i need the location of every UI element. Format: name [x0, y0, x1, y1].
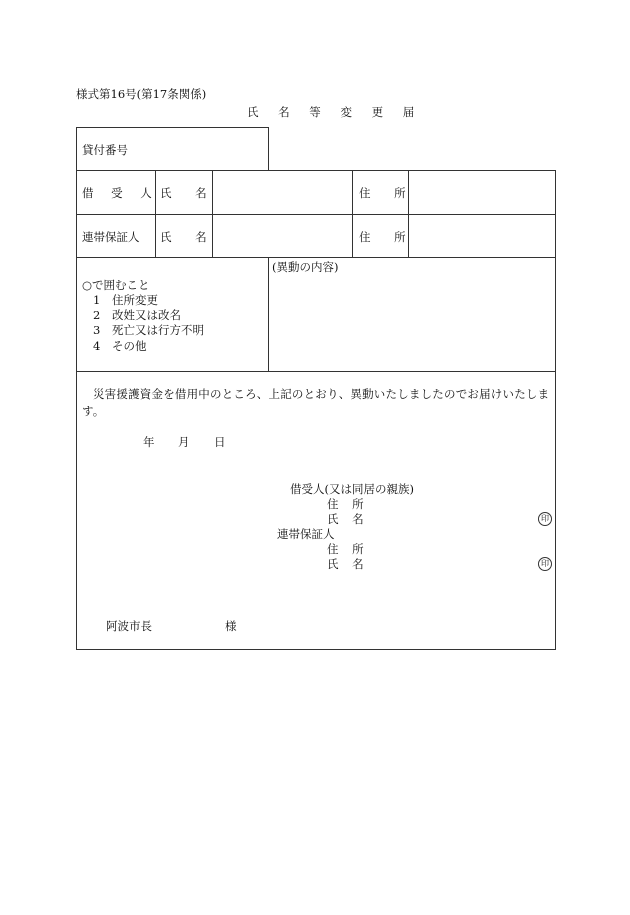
change-item-other: 4 その他	[93, 339, 147, 353]
borrower-seal-mark: 印	[538, 512, 552, 526]
borrower-signature-address: 住 所	[327, 497, 364, 511]
guarantor-signature-heading: 連帯保証人	[277, 527, 335, 541]
guarantor-label: 連帯保証人	[82, 230, 140, 244]
loan-number-label: 貸付番号	[82, 143, 128, 157]
guarantor-signature-address: 住 所	[327, 542, 364, 556]
change-item-death: 3 死亡又は行方不明	[93, 323, 204, 337]
circle-instruction: ○で囲むこと	[82, 278, 150, 292]
form-number: 様式第16号(第17条関係)	[76, 87, 207, 101]
borrower-signature-name: 氏 名	[327, 512, 364, 526]
borrower-address-label: 住 所	[359, 186, 406, 200]
borrower-label: 借 受 人	[82, 186, 155, 200]
borrower-signature-heading: 借受人(又は同居の親族)	[290, 482, 414, 496]
guarantor-signature-name: 氏 名	[327, 557, 364, 571]
guarantor-seal-mark: 印	[538, 557, 552, 571]
change-content-label: (異動の内容)	[272, 260, 339, 274]
change-item-address: 1 住所変更	[93, 293, 158, 307]
borrower-name-label: 氏 名	[160, 186, 207, 200]
guarantor-address-label: 住 所	[359, 230, 406, 244]
addressee-honorific: 様	[225, 619, 237, 633]
date-year: 年	[143, 435, 155, 449]
addressee: 阿波市長	[106, 619, 152, 633]
change-item-name: 2 改姓又は改名	[93, 308, 181, 322]
date-day: 日	[214, 435, 226, 449]
declaration-text: 災害援護資金を借用中のところ、上記のとおり、異動いたしましたのでお届けいたします。	[82, 387, 550, 418]
page-title: 氏 名 等 変 更 届	[247, 105, 419, 119]
guarantor-name-label: 氏 名	[160, 230, 207, 244]
date-month: 月	[178, 435, 190, 449]
